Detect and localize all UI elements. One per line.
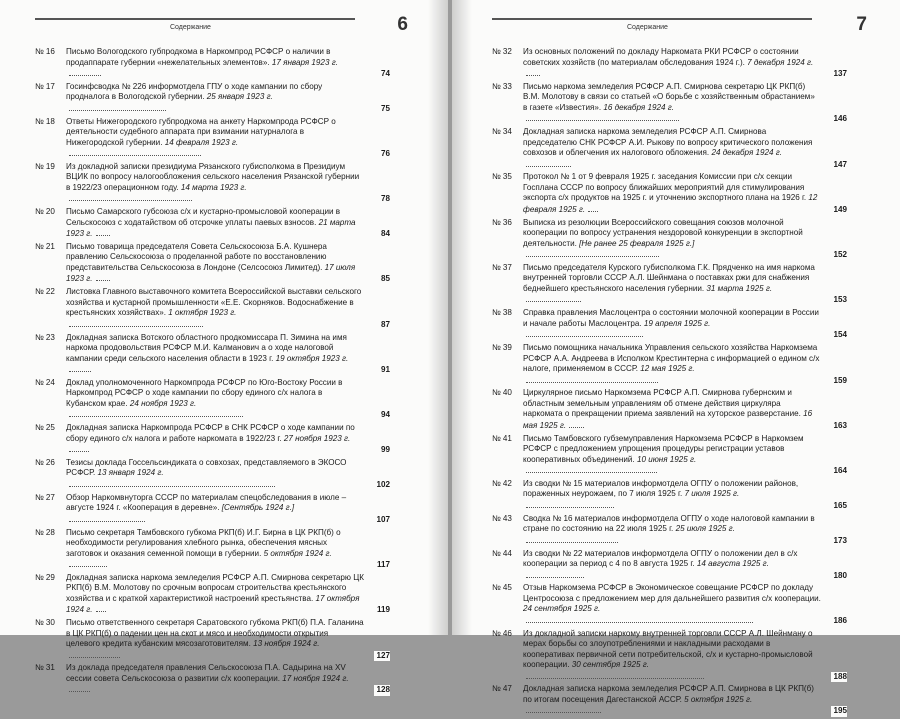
toc-entry[interactable] bbox=[35, 493, 390, 526]
entry-page-number: 195 bbox=[833, 706, 847, 716]
toc-entry[interactable] bbox=[35, 423, 390, 456]
entry-title: Письмо секретаря Тамбовского губкома РКП(б) И.Г. Бирна в ЦК РКП(б) о необходимости регулирования хлебного рынка, обеспечения мясных заготовок и оказания семенной помощи в губернии. bbox=[66, 527, 341, 558]
entry-number: № 41 bbox=[492, 433, 512, 443]
toc-entry[interactable] bbox=[492, 82, 847, 125]
entry-number: № 16 bbox=[35, 47, 55, 56]
entry-body bbox=[523, 343, 847, 386]
entry-title: Сводка № 16 материалов информотдела ОГПУ о ходе налоговой кампании в стране по состоянию на 22 июля 1925 г. bbox=[523, 513, 815, 534]
entry-date: 25 июля 1925 г. bbox=[675, 524, 735, 534]
entry-number: № 18 bbox=[35, 116, 55, 126]
toc-entry[interactable] bbox=[35, 207, 390, 240]
entry-body bbox=[66, 207, 390, 240]
dot-leader bbox=[69, 319, 203, 327]
entry-text-line bbox=[523, 583, 847, 626]
entry-date: 1 октября 1923 г. bbox=[168, 308, 237, 318]
entry-body bbox=[523, 388, 847, 431]
dot-leader bbox=[526, 329, 643, 337]
left-page bbox=[0, 0, 448, 695]
entry-body bbox=[523, 127, 847, 170]
dot-leader bbox=[526, 535, 618, 543]
table-of-contents bbox=[35, 47, 390, 698]
entry-title: Письмо помощника начальника Управления сельского хозяйства Наркомзема РСФСР А.А. Андреева в Исполком Крестинтерна с информацией о едином с/х налоге, применяемом в СССР. bbox=[523, 343, 820, 374]
entry-page-number: 87 bbox=[380, 319, 390, 329]
entry-body bbox=[66, 162, 390, 205]
entry-title: Письмо председателя Курского губисполкома Г.К. Прядченко на имя наркома внутренней торговли СССР А.Л. Шейнмана о поставках ржи для снабжения беднейшего крестьянского населения губернии. bbox=[523, 262, 815, 293]
entry-title: Письмо товарища председателя Совета Сельскосоюза Б.А. Кушнера правлению Сельскосоюза о проделанной работе по восстановлению представительства Сельскосоюза в Лондоне (Селсосоюз Лимитед). bbox=[66, 241, 327, 272]
toc-entry[interactable] bbox=[492, 218, 847, 261]
toc-entry[interactable] bbox=[35, 618, 390, 661]
entry-page-number: 163 bbox=[833, 420, 847, 430]
entry-number: № 37 bbox=[492, 262, 512, 272]
entry-number: № 47 bbox=[492, 684, 512, 694]
page-gutter-shadow bbox=[452, 0, 472, 635]
entry-number: № 20 bbox=[35, 207, 55, 217]
entry-text-line bbox=[66, 663, 390, 696]
dot-leader bbox=[526, 671, 704, 679]
entry-page-number: 173 bbox=[833, 535, 847, 545]
entry-text-line bbox=[523, 218, 847, 261]
entry-text-line bbox=[66, 573, 390, 616]
dot-leader bbox=[96, 273, 111, 281]
toc-entry[interactable] bbox=[35, 162, 390, 205]
entry-body bbox=[66, 117, 390, 160]
entry-date: 24 декабря 1924 г. bbox=[711, 148, 783, 158]
toc-entry[interactable] bbox=[35, 242, 390, 285]
entry-title: Выписка из резолюции Всероссийского совещания союзов молочной кооперации по вопросу устранения нездоровой конкуренции в экспортной деятельности. bbox=[523, 217, 803, 248]
entry-text-line bbox=[66, 493, 390, 526]
toc-entry[interactable] bbox=[35, 82, 390, 115]
entry-page-number: 127 bbox=[376, 650, 390, 660]
entry-text-line bbox=[523, 549, 847, 582]
dot-leader bbox=[69, 193, 192, 201]
dot-leader bbox=[526, 249, 659, 257]
entry-text-line bbox=[66, 287, 390, 330]
entry-body bbox=[523, 549, 847, 582]
dot-leader bbox=[69, 409, 243, 417]
entry-text-line bbox=[523, 308, 847, 341]
entry-number: № 25 bbox=[35, 423, 55, 433]
entry-body bbox=[66, 528, 390, 571]
toc-entry[interactable] bbox=[492, 434, 847, 477]
entry-number: № 28 bbox=[35, 527, 55, 537]
entry-date: 24 сентября 1925 г. bbox=[523, 604, 601, 614]
entry-number: № 29 bbox=[35, 572, 55, 582]
toc-entry[interactable] bbox=[492, 343, 847, 386]
toc-entry[interactable] bbox=[35, 528, 390, 571]
entry-number: № 33 bbox=[492, 81, 512, 91]
entry-title: Письмо Тамбовского губземуправления Наркомзема РСФСР в Наркомзем РСФСР с предложением упрощения процедуры регистрации уставов кооперативных объединений. bbox=[523, 433, 804, 464]
entry-text-line bbox=[523, 263, 847, 306]
entry-title: Циркулярное письмо Наркомзема РСФСР А.П. Смирнова губернским и областным земельным управлениям об отмене действия циркуляра наркомата о прекращении приема заявлений на хуторское разверстание. bbox=[523, 388, 804, 419]
entry-page-number: 75 bbox=[380, 103, 390, 113]
entry-page-number: 76 bbox=[380, 149, 390, 159]
entry-title: Из докладной записки президиума Рязанского губисполкома в Президиум ВЦИК по вопросу налогообложения сельского населения Рязанской губернии в 1922/23 операционном году. bbox=[66, 161, 360, 192]
entry-date: 13 ноября 1924 г. bbox=[253, 639, 320, 649]
dot-leader bbox=[526, 375, 658, 383]
table-of-contents bbox=[492, 47, 847, 719]
entry-date: 17 ноября 1924 г. bbox=[282, 673, 349, 683]
entry-number: № 21 bbox=[35, 241, 55, 251]
dot-leader bbox=[526, 570, 584, 578]
entry-date: 30 сентября 1925 г. bbox=[571, 660, 649, 670]
entry-number: № 23 bbox=[35, 332, 55, 342]
entry-text-line bbox=[523, 343, 847, 386]
entry-number: № 22 bbox=[35, 287, 55, 297]
entry-text-line bbox=[523, 47, 847, 80]
entry-number: № 32 bbox=[492, 47, 512, 56]
entry-text-line bbox=[523, 388, 847, 431]
entry-text-line bbox=[523, 479, 847, 512]
entry-page-number: 107 bbox=[376, 514, 390, 524]
toc-entry[interactable] bbox=[35, 378, 390, 421]
entry-date: 25 января 1923 г. bbox=[206, 92, 273, 102]
entry-date: 7 июля 1925 г. bbox=[684, 489, 740, 499]
entry-text-line bbox=[523, 127, 847, 170]
entry-title: Докладная записка Наркомпрода РСФСР в СНК РСФСР о ходе кампании по сбору единого с/х налога и работе наркомата в 1922/23 г. bbox=[66, 423, 355, 443]
toc-entry[interactable] bbox=[35, 333, 390, 376]
entry-date: 17 октября 1924 г. bbox=[66, 593, 360, 615]
entry-page-number: 137 bbox=[833, 69, 847, 78]
entry-page-number: 147 bbox=[833, 159, 847, 169]
entry-number: № 36 bbox=[492, 217, 512, 227]
entry-date: [Сентябрь 1924 г.] bbox=[221, 503, 295, 513]
entry-date: 5 октября 1924 г. bbox=[263, 548, 332, 558]
entry-text-line bbox=[66, 242, 390, 285]
entry-page-number: 94 bbox=[380, 410, 390, 420]
right-page bbox=[452, 0, 900, 716]
toc-entry[interactable] bbox=[492, 514, 847, 547]
entry-page-number: 153 bbox=[833, 295, 847, 305]
entry-date: 12 февраля 1925 г. bbox=[523, 193, 818, 214]
dot-leader bbox=[69, 103, 166, 111]
entry-title: Листовка Главного выставочного комитета Всероссийской выставки сельского хозяйства и кустарной промышленности «Е.Е. Скорняков. Водоснабжение в крестьянских хозяйствах». bbox=[66, 287, 362, 318]
entry-number: № 42 bbox=[492, 478, 512, 488]
entry-number: № 24 bbox=[35, 377, 55, 387]
entry-page-number: 154 bbox=[833, 330, 847, 340]
entry-date: 24 ноября 1923 г. bbox=[129, 398, 197, 408]
entry-number: № 44 bbox=[492, 548, 512, 558]
entry-date: 17 июля 1923 г. bbox=[66, 262, 356, 284]
entry-title: Письмо наркома земледелия РСФСР А.П. Смирнова секретарю ЦК РКП(б) В.М. Молотову в связи со статьей «О борьбе с хозяйственным обрастанием» в газете «Известия». bbox=[523, 81, 815, 112]
entry-body bbox=[523, 172, 847, 215]
entry-text-line bbox=[66, 207, 390, 240]
running-header bbox=[492, 14, 867, 40]
entry-body bbox=[523, 684, 847, 717]
entry-page-number: 91 bbox=[380, 365, 390, 375]
dot-leader bbox=[526, 465, 657, 473]
entry-body bbox=[523, 514, 847, 547]
entry-body bbox=[66, 458, 390, 491]
entry-text-line bbox=[66, 458, 390, 491]
entry-title: Доклад уполномоченного Наркомпрода РСФСР по Юго-Востоку России в Наркомпрод РСФСР о ходе кампании по сбору единого с/х налога в Кубанском крае. bbox=[66, 377, 343, 408]
entry-page-number: 188 bbox=[833, 671, 847, 681]
toc-entry[interactable] bbox=[35, 287, 390, 330]
entry-title: Справка правления Маслоцентра о состоянии молочной кооперации в России и начале работы Маслоцентра. bbox=[523, 308, 819, 328]
dot-leader bbox=[96, 228, 110, 236]
entry-date: 16 декабря 1924 г. bbox=[603, 102, 674, 112]
dot-leader bbox=[69, 68, 101, 76]
entry-title: Из сводки № 22 материалов информотдела ОГПУ о положении дел в с/х кооперации за период с 4 по 8 августа 1925 г. bbox=[523, 548, 798, 569]
dot-leader bbox=[69, 684, 90, 692]
dot-leader bbox=[526, 159, 571, 167]
entry-text-line bbox=[66, 117, 390, 160]
toc-entry[interactable] bbox=[492, 479, 847, 512]
entry-body bbox=[66, 573, 390, 616]
entry-date: 14 августа 1925 г. bbox=[696, 559, 769, 569]
entry-title: Из докладной записки наркому внутренней торговли СССР А.Л. Шейнману о мерах борьбы со злоупотреблениями и накладными расходами в кооперативах первичной сети потребительской, с/х и кустарно-промысловой кооперации. bbox=[523, 628, 813, 670]
dot-leader bbox=[69, 148, 201, 156]
toc-entry[interactable] bbox=[492, 263, 847, 306]
header-title: Содержание bbox=[627, 24, 668, 31]
entry-number: № 19 bbox=[35, 161, 55, 171]
entry-date: 7 декабря 1924 г. bbox=[747, 57, 814, 67]
entry-page-number: 84 bbox=[380, 229, 390, 239]
entry-date: 19 октября 1923 г. bbox=[275, 353, 349, 363]
entry-title: Ответы Нижегородского губпродкома на анкету Наркомпрода РСФСР о деятельности судебного аппарата при взимании натурналога в Нижегородской губернии. bbox=[66, 116, 336, 147]
entry-page-number: 146 bbox=[833, 114, 847, 124]
dot-leader bbox=[69, 364, 91, 372]
entry-title: Тезисы доклада Госсельсиндиката о совхозах, представляемого в ЭКОСО РСФСР. bbox=[66, 457, 347, 478]
entry-title: Обзор Наркомвнуторга СССР по материалам спецобследования в июле – августе 1924 г. «Кооперация в деревне». bbox=[66, 492, 347, 513]
entry-body bbox=[66, 423, 390, 456]
entry-date: 5 октября 1925 г. bbox=[684, 694, 753, 704]
entry-body bbox=[66, 618, 390, 661]
entry-page-number: 159 bbox=[833, 375, 847, 385]
page-number: 6 bbox=[397, 14, 408, 35]
entry-date: 21 марта 1923 г. bbox=[66, 217, 356, 239]
entry-text-line bbox=[66, 423, 390, 456]
entry-page-number: 164 bbox=[833, 466, 847, 476]
toc-entry[interactable] bbox=[492, 549, 847, 582]
page-number: 7 bbox=[856, 14, 867, 35]
entry-body bbox=[66, 242, 390, 285]
entry-number: № 17 bbox=[35, 81, 55, 91]
toc-entry[interactable] bbox=[492, 684, 847, 717]
entry-title: Протокол № 1 от 9 февраля 1925 г. заседания Комиссии при с/х секции Госплана СССР по вопросу ближайших мероприятий для стимулирования экспорта с/х продуктов на 1925 г. и уточнению экспортного плана на 1926 г. bbox=[523, 172, 809, 203]
entry-page-number: 102 bbox=[376, 479, 390, 489]
entry-title: Докладная записка наркома земледелия РСФСР А.П. Смирнова секретарю ЦК РКП(б) В.М. Молотову по срочным вопросам строительства крестьянского хозяйства и с краткой характеристикой настроений крестьянства. bbox=[66, 572, 364, 603]
entry-number: № 38 bbox=[492, 308, 512, 318]
toc-entry[interactable] bbox=[492, 583, 847, 626]
entry-date: 14 февраля 1923 г. bbox=[164, 137, 239, 147]
entry-title: Докладная записка Вотского областного продкомиссара П. Зимина на имя наркома продовольствия РСФСР М.И. Калманович а о ходе налоговой кампании среди сельского населения области в 1923 г. bbox=[66, 332, 347, 363]
toc-entry[interactable] bbox=[492, 127, 847, 170]
entry-date: 13 января 1924 г. bbox=[97, 468, 164, 478]
dot-leader bbox=[526, 615, 753, 623]
toc-entry[interactable] bbox=[492, 47, 847, 80]
entry-text-line bbox=[66, 618, 390, 661]
entry-number: № 31 bbox=[35, 663, 55, 673]
entry-date: 19 апреля 1925 г. bbox=[643, 318, 711, 328]
entry-body bbox=[523, 434, 847, 477]
dot-leader bbox=[69, 650, 120, 658]
entry-body bbox=[523, 629, 847, 683]
entry-title: Письмо Вологодского губпродкома в Наркомпрод РСФСР о наличии в продаппарате губернии «нежелательных элементов». bbox=[66, 47, 331, 67]
entry-text-line bbox=[523, 82, 847, 125]
entry-number: № 39 bbox=[492, 343, 512, 353]
header-rule bbox=[35, 18, 355, 20]
entry-title: Госинфсводка № 226 информотдела ГПУ о ходе кампании по сбору продналога в Вологодской губернии. bbox=[66, 81, 323, 102]
dot-leader bbox=[69, 444, 89, 452]
entry-date: 27 ноября 1923 г. bbox=[283, 433, 351, 443]
toc-entry[interactable] bbox=[492, 388, 847, 431]
toc-entry[interactable] bbox=[35, 573, 390, 616]
entry-text-line bbox=[523, 434, 847, 477]
entry-page-number: 99 bbox=[380, 445, 390, 455]
entry-title: Докладная записка наркома земледелия РСФСР А.П. Смирнова председателю СНК РСФСР А.И. Рыкову по вопросу критического положения совхозов и облегчения их налогового обложения. bbox=[523, 127, 813, 158]
toc-entry[interactable] bbox=[492, 172, 847, 215]
entry-page-number: 119 bbox=[376, 605, 390, 615]
entry-text-line bbox=[66, 378, 390, 421]
page-gutter-shadow bbox=[428, 0, 448, 635]
entry-title: Письмо Самарского губсоюза с/х и кустарно-промысловой кооперации в Сельскосоюз с ходатайством об отсрочке уплаты паевых взносов. bbox=[66, 207, 341, 227]
dot-leader bbox=[96, 604, 107, 612]
entry-text-line bbox=[66, 528, 390, 571]
running-header bbox=[35, 14, 408, 40]
entry-number: № 26 bbox=[35, 457, 55, 467]
entry-title: Из доклада председателя правления Сельскосоюза П.А. Садырина на XV сессии совета Сельскосоюза о развитии с/х кооперации. bbox=[66, 663, 346, 683]
entry-page-number: 78 bbox=[380, 194, 390, 204]
dot-leader bbox=[526, 294, 581, 302]
entry-page-number: 180 bbox=[833, 570, 847, 580]
entry-body bbox=[66, 378, 390, 421]
entry-text-line bbox=[66, 162, 390, 205]
entry-number: № 30 bbox=[35, 618, 55, 628]
dot-leader bbox=[69, 479, 275, 487]
dot-leader bbox=[526, 500, 614, 508]
entry-date: 31 марта 1925 г. bbox=[706, 283, 773, 293]
toc-entry[interactable] bbox=[35, 47, 390, 80]
dot-leader bbox=[588, 204, 598, 212]
entry-number: № 27 bbox=[35, 492, 55, 502]
entry-body bbox=[523, 82, 847, 125]
entry-page-number: 165 bbox=[833, 500, 847, 510]
entry-title: Отзыв Наркомзема РСФСР в Экономическое совещание РСФСР по докладу Центросоюза с предложением мер для дальнейшего развития с/х кооперации. bbox=[523, 583, 821, 603]
entry-body bbox=[66, 82, 390, 115]
entry-page-number: 74 bbox=[380, 69, 390, 78]
entry-page-number: 117 bbox=[376, 560, 390, 570]
entry-body bbox=[523, 218, 847, 261]
toc-entry[interactable] bbox=[492, 629, 847, 683]
header-title: Содержание bbox=[170, 24, 211, 31]
entry-text-line bbox=[523, 172, 847, 215]
entry-text-line bbox=[523, 684, 847, 717]
dot-leader bbox=[69, 559, 107, 567]
entry-page-number: 128 bbox=[376, 685, 390, 695]
entry-body bbox=[66, 663, 390, 696]
entry-text-line bbox=[66, 82, 390, 115]
entry-text-line bbox=[523, 629, 847, 683]
toc-entry[interactable] bbox=[35, 458, 390, 491]
header-rule bbox=[492, 18, 812, 20]
entry-date: 17 января 1923 г. bbox=[271, 57, 338, 67]
entry-date: 12 мая 1925 г. bbox=[640, 364, 695, 374]
entry-number: № 43 bbox=[492, 513, 512, 523]
entry-text-line bbox=[66, 47, 390, 80]
entry-text-line bbox=[66, 333, 390, 376]
toc-entry[interactable] bbox=[35, 663, 390, 696]
entry-page-number: 85 bbox=[380, 274, 390, 284]
entry-body bbox=[523, 583, 847, 626]
entry-number: № 46 bbox=[492, 628, 512, 638]
entry-body bbox=[523, 308, 847, 341]
entry-date: 14 марта 1923 г. bbox=[180, 182, 247, 192]
dot-leader bbox=[526, 68, 540, 76]
entry-title: Из сводки № 15 материалов информотдела ОГПУ о положении районов, пораженных неурожаем, по 7 июля 1925 г. bbox=[523, 478, 799, 499]
toc-entry[interactable] bbox=[35, 117, 390, 160]
entry-title: Докладная записка наркома земледелия РСФСР А.П. Смирнова в ЦК РКП(б) по итогам посещения Дагестанской АССР. bbox=[523, 684, 814, 704]
entry-number: № 45 bbox=[492, 583, 512, 593]
entry-date: 10 июня 1925 г. bbox=[636, 454, 697, 464]
entry-number: № 34 bbox=[492, 127, 512, 137]
dot-leader bbox=[526, 113, 679, 121]
entry-body bbox=[66, 493, 390, 526]
entry-page-number: 152 bbox=[833, 250, 847, 260]
entry-title: Из основных положений по докладу Наркомата РКИ РСФСР о состоянии советских хозяйств (по материалам обследования 1924 г.). bbox=[523, 47, 799, 67]
dot-leader bbox=[569, 420, 584, 428]
entry-number: № 40 bbox=[492, 388, 512, 398]
entry-title: Письмо ответственного секретаря Саратовского губкома РКП(б) П.А. Галанина в ЦК РКП(б) о падении цен на скот и мясо и необходимости открытия целевого кредита кубанским мясозаготовителям. bbox=[66, 618, 364, 649]
entry-page-number: 149 bbox=[833, 204, 847, 214]
dot-leader bbox=[526, 705, 601, 713]
entry-number: № 35 bbox=[492, 172, 512, 182]
entry-page-number: 186 bbox=[833, 615, 847, 625]
entry-date: [Не ранее 25 февраля 1925 г.] bbox=[579, 238, 695, 248]
entry-body bbox=[523, 263, 847, 306]
entry-body bbox=[66, 333, 390, 376]
entry-body bbox=[66, 47, 390, 80]
entry-body bbox=[66, 287, 390, 330]
dot-leader bbox=[69, 514, 145, 522]
entry-text-line bbox=[523, 514, 847, 547]
entry-date: 16 мая 1925 г. bbox=[523, 409, 813, 430]
entry-body bbox=[523, 479, 847, 512]
entry-body bbox=[523, 47, 847, 80]
toc-entry[interactable] bbox=[492, 308, 847, 341]
